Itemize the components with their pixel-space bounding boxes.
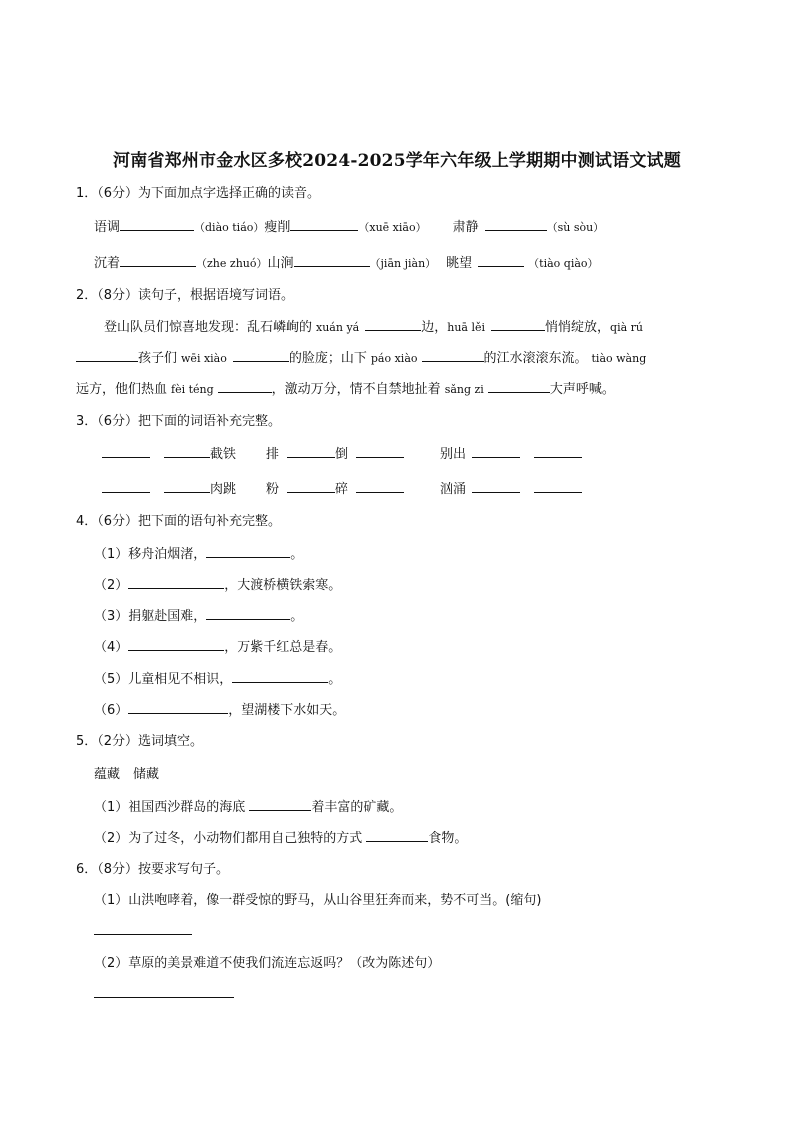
q3-header: 3．（6分）把下面的词语补充完整。 — [76, 414, 282, 429]
verse-text: ，望湖楼下水如天。 — [228, 703, 346, 718]
answer-blank[interactable] — [102, 445, 150, 458]
q5-item-2 — [94, 829, 467, 848]
answer-blank[interactable] — [290, 218, 358, 231]
q2-pinyin: sǎng zi — [444, 383, 484, 396]
q5-header: 5．（2分）选词填空。 — [76, 734, 204, 749]
verse-text: 移舟泊烟渚， — [128, 547, 207, 562]
q4-item-6 — [94, 701, 345, 720]
q2-text: 大声呼喊。 — [549, 382, 615, 397]
q3-word: 肉跳 — [210, 482, 237, 497]
q1-word: 瘦削 — [264, 220, 291, 235]
answer-blank[interactable] — [206, 607, 290, 620]
verse-text: 儿童相见不相识， — [128, 672, 233, 687]
q1-options: （jiān jiàn） — [369, 257, 437, 270]
q1-row1 — [94, 218, 604, 237]
q5-word-options: 蕴藏 储藏 — [94, 767, 160, 782]
q4-header: 4．（6分）把下面的语句补充完整。 — [76, 514, 282, 529]
answer-blank[interactable] — [356, 480, 404, 493]
answer-blank[interactable] — [478, 254, 524, 267]
answer-blank[interactable] — [128, 576, 224, 589]
answer-blank[interactable] — [365, 318, 421, 331]
q2-text: 悄悄绽放， — [545, 320, 611, 335]
q3-word: 粉 — [266, 482, 280, 497]
answer-blank[interactable] — [128, 701, 228, 714]
q1-word: 沉着 — [94, 256, 121, 271]
verse-text: 捐躯赴国难， — [128, 609, 207, 624]
answer-blank[interactable] — [218, 380, 272, 393]
q6-item-1: （1）山洪咆哮着，像一群受惊的野马，从山谷里狂奔而来，势不可当。(缩句) — [94, 893, 542, 908]
item-number: （1） — [94, 547, 129, 562]
sentence-text: 食物。 — [428, 831, 468, 846]
verse-text: ，大渡桥横铁索寒。 — [224, 578, 342, 593]
q2-pinyin: tiào wàng — [591, 352, 647, 365]
answer-blank[interactable] — [294, 254, 370, 267]
q2-pinyin: huā lěi — [447, 321, 486, 334]
answer-blank[interactable] — [491, 318, 545, 331]
item-number: （6） — [94, 703, 129, 718]
q2-line1 — [104, 318, 643, 337]
answer-blank[interactable] — [534, 480, 582, 493]
q1-word: 肃静 — [452, 220, 479, 235]
answer-blank[interactable] — [206, 545, 290, 558]
answer-blank[interactable] — [485, 218, 547, 231]
item-number: （2） — [94, 578, 129, 593]
q4-item-3 — [94, 607, 303, 626]
q3-word: 截铁 — [210, 447, 237, 462]
q3-row2 — [102, 480, 582, 499]
answer-blank[interactable] — [366, 829, 428, 842]
q1-header: 1．（6分）为下面加点字选择正确的读音。 — [76, 186, 321, 201]
q1-options: （sù sòu） — [546, 221, 605, 234]
answer-blank[interactable] — [232, 670, 328, 683]
q3-row1 — [102, 445, 582, 464]
q6-answer-line-1[interactable] — [94, 922, 192, 941]
item-number: （4） — [94, 640, 129, 655]
answer-blank[interactable] — [76, 349, 138, 362]
q2-pinyin: fèi téng — [171, 383, 214, 396]
q4-item-5 — [94, 670, 341, 689]
answer-blank[interactable] — [102, 480, 150, 493]
q3-word: 排 — [266, 447, 280, 462]
q2-text: 的脸庞；山下 — [288, 351, 367, 366]
q3-word: 碎 — [335, 482, 349, 497]
answer-blank[interactable] — [120, 254, 196, 267]
verse-text: 。 — [328, 672, 342, 687]
q1-options: （zhe zhuó） — [196, 257, 268, 270]
q2-text: 孩子们 — [138, 351, 178, 366]
answer-blank[interactable] — [488, 380, 550, 393]
answer-blank[interactable] — [249, 798, 311, 811]
verse-text: 。 — [290, 609, 304, 624]
q2-line2 — [76, 349, 646, 368]
answer-blank[interactable] — [164, 445, 210, 458]
q1-word: 语调 — [94, 220, 121, 235]
q1-word: 山涧 — [267, 256, 294, 271]
q2-text: 的江水滚滚东流。 — [483, 351, 588, 366]
answer-blank[interactable] — [472, 480, 520, 493]
exam-title: 河南省郑州市金水区多校2024-2025学年六年级上学期期中测试语文试题 — [113, 151, 681, 171]
q2-pinyin: páo xiào — [370, 352, 418, 365]
answer-blank[interactable] — [128, 638, 224, 651]
q2-header: 2．（8分）读句子，根据语境写词语。 — [76, 288, 295, 303]
q3-word: 汹涌 — [440, 482, 467, 497]
q2-pinyin: xuán yá — [316, 321, 360, 334]
q2-pinyin: wēi xiào — [181, 352, 227, 365]
q2-text: 登山队员们惊喜地发现：乱石嶙峋的 — [104, 320, 313, 335]
verse-text: ，万紫千红总是春。 — [224, 640, 342, 655]
sentence-text: （1）祖国西沙群岛的海底 — [94, 800, 250, 815]
answer-blank[interactable] — [472, 445, 520, 458]
q2-line3 — [76, 380, 615, 399]
q4-item-2 — [94, 576, 341, 595]
q2-text: 边， — [421, 320, 448, 335]
q5-item-1 — [94, 798, 402, 817]
q1-options: （diào tiáo） — [194, 221, 265, 234]
q1-options: （xuē xiāo） — [358, 221, 427, 234]
answer-blank[interactable] — [164, 480, 210, 493]
answer-blank[interactable] — [356, 445, 404, 458]
q3-word: 别出 — [440, 447, 467, 462]
q6-answer-line-2[interactable] — [94, 985, 234, 1004]
item-number: （3） — [94, 609, 129, 624]
answer-blank[interactable] — [534, 445, 582, 458]
q1-word: 眺望 — [446, 256, 473, 271]
answer-blank[interactable] — [233, 349, 289, 362]
sentence-text: 着丰富的矿藏。 — [311, 800, 403, 815]
q2-text: 远方，他们热血 — [76, 382, 168, 397]
answer-blank[interactable] — [120, 218, 194, 231]
answer-blank[interactable] — [422, 349, 484, 362]
answer-blank[interactable] — [287, 480, 335, 493]
sentence-text: （2）为了过冬，小动物们都用自己独特的方式 — [94, 831, 367, 846]
q2-text: ，激动万分，情不自禁地扯着 — [271, 382, 441, 397]
q4-item-1 — [94, 545, 303, 564]
q1-row2 — [94, 254, 599, 273]
q3-word: 倒 — [335, 447, 349, 462]
q1-options: （tiào qiào） — [528, 257, 599, 270]
item-number: （5） — [94, 672, 129, 687]
q6-header: 6．（8分）按要求写句子。 — [76, 862, 230, 877]
answer-blank[interactable] — [287, 445, 335, 458]
q2-pinyin: qià rú — [610, 321, 643, 334]
verse-text: 。 — [290, 547, 304, 562]
q6-item-2: （2）草原的美景难道不使我们流连忘返吗？（改为陈述句） — [94, 956, 441, 971]
q4-item-4 — [94, 638, 341, 657]
